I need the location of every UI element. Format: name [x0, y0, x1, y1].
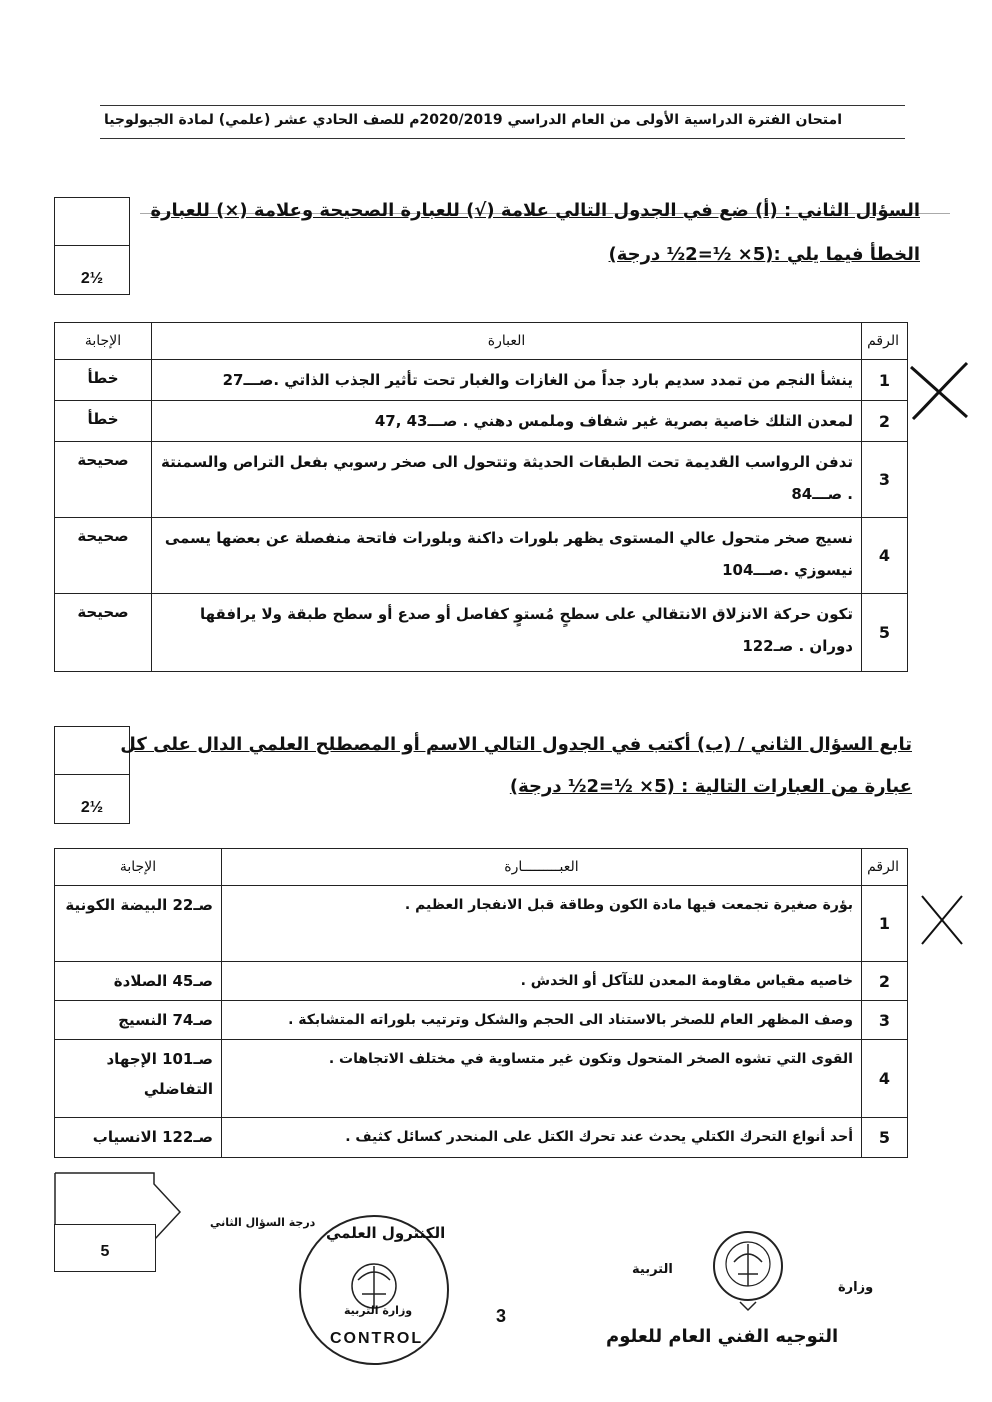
table-b-header-answer: الإجابة [55, 849, 222, 886]
row-statement: ينشأ النجم من تمدد سديم بارد جداً من الغازات والغبار تحت تأثير الجذب الذاتي .صـــ27 [152, 360, 862, 401]
row-answer: صـ45 الصلادة [55, 962, 222, 1001]
total-score-label: درجة السؤال الثاني [210, 1216, 316, 1229]
row-number: 5 [862, 594, 908, 672]
row-answer: صـ122 الانسياب [55, 1118, 222, 1158]
row-answer: خطأ [55, 360, 152, 401]
row-number: 1 [862, 360, 908, 401]
header-rule-top [100, 105, 905, 106]
total-score: 5 [100, 1243, 110, 1260]
table-row [55, 360, 908, 401]
table-b-header-num: الرقم [862, 849, 908, 886]
table-row [55, 1001, 908, 1040]
control-stamp-ministry: وزارة التربية [344, 1304, 413, 1317]
table-a-header-num: الرقم [862, 323, 908, 360]
row-statement: أحد أنواع التحرك الكتلي يحدث عند تحرك الكتل على المنحدر كسائل كثيف . [222, 1118, 862, 1158]
row-answer: صحيحة [55, 442, 152, 518]
row-statement: وصف المظهر العام للصخر بالاستناد الى الحجم والشكل وترتيب بلوراته المتشابكة . [222, 1001, 862, 1040]
table-row [55, 594, 908, 672]
question-a-line1: السؤال الثاني : (أ) ضع في الجدول التالي علامة (√) للعبارة الصحيحة وعلامة (×) للعبارة [150, 200, 920, 221]
row-answer: صـ74 النسيج [55, 1001, 222, 1040]
row-number: 4 [862, 518, 908, 594]
row-number: 2 [862, 401, 908, 442]
row-number: 5 [862, 1118, 908, 1158]
control-stamp-en: CONTROL [330, 1330, 424, 1347]
control-stamp-title: الكنترول العلمي [326, 1224, 446, 1242]
page-number: 3 [496, 1306, 507, 1326]
table-b [54, 848, 908, 1158]
table-row [55, 886, 908, 962]
table-row [55, 962, 908, 1001]
control-stamp [296, 1212, 452, 1368]
score-b: 2½ [80, 799, 104, 816]
row-number: 4 [862, 1040, 908, 1118]
row-answer: صـ22 البيضة الكونية [55, 886, 222, 962]
cross-mark-icon [918, 892, 966, 948]
table-a-header-answer: الإجابة [55, 323, 152, 360]
total-score-box [54, 1224, 156, 1272]
row-statement: لمعدن التلك خاصية بصرية غير شفاف وملمس دهني . صـــ43 ,47 [152, 401, 862, 442]
row-answer: صحيحة [55, 518, 152, 594]
ministry-stamp [600, 1228, 890, 1368]
exam-title: امتحان الفترة الدراسية الأولى من العام الدراسي 2020/2019م للصف الحادي عشر (علمي) لمادة الجيولوجيا [103, 112, 842, 128]
row-statement: تكون حركة الانزلاق الانتقالي على سطحٍ مُستوٍ كفاصل أو صدع أو سطح طبقة ولا يرافقها دوران . صـ122 [152, 594, 862, 672]
table-a-header-statement: العبارة [152, 323, 862, 360]
question-a-line2: الخطأ فيما يلي :(5× ½=2½ درجة) [608, 244, 920, 265]
question-b-line2: عبارة من العبارات التالية : (5× ½=2½ درجة) [509, 776, 912, 797]
row-statement: نسيج صخر متحول عالي المستوى يظهر بلورات داكنة وبلورات فاتحة منفصلة عن بعضها يسمى نيسوزي .صـــ104 [152, 518, 862, 594]
table-row [55, 1040, 908, 1118]
row-number: 3 [862, 1001, 908, 1040]
ministry-stamp-word-left: وزارة [838, 1280, 874, 1295]
row-statement: القوى التي تشوه الصخر المتحول وتكون غير متساوية في مختلف الاتجاهات . [222, 1040, 862, 1118]
ministry-stamp-word-right: التربية [632, 1262, 673, 1277]
score-box-b [54, 726, 130, 824]
table-row [55, 401, 908, 442]
table-row [55, 442, 908, 518]
table-a [54, 322, 908, 672]
row-statement: خاصيه مقياس مقاومة المعدن للتآكل أو الخدش . [222, 962, 862, 1001]
table-row [55, 1118, 908, 1158]
row-answer: صحيحة [55, 594, 152, 672]
header-rule-bottom [100, 138, 905, 139]
row-statement: تدفن الرواسب القديمة تحت الطبقات الحديثة وتتحول الى صخر رسوبي بفعل التراص والسمنتة . صـــ84 [152, 442, 862, 518]
ministry-stamp-bottom: التوجيه الفني العام للعلوم [606, 1326, 839, 1347]
row-statement: بؤرة صغيرة تجمعت فيها مادة الكون وطاقة قبل الانفجار العظيم . [222, 886, 862, 962]
score-a: 2½ [80, 270, 104, 287]
row-number: 2 [862, 962, 908, 1001]
score-box-a [54, 197, 130, 295]
row-number: 1 [862, 886, 908, 962]
table-b-header-statement: العبـــــــــارة [222, 849, 862, 886]
row-answer: صـ101 الإجهاد التفاضلي [55, 1040, 222, 1118]
row-answer: خطأ [55, 401, 152, 442]
cross-mark-icon [905, 355, 975, 425]
table-row [55, 518, 908, 594]
question-b-line1: تابع السؤال الثاني / (ب) أكتب في الجدول التالي الاسم أو المصطلح العلمي الدال على كل [120, 734, 912, 755]
row-number: 3 [862, 442, 908, 518]
ministry-emblem-icon [710, 1228, 786, 1312]
